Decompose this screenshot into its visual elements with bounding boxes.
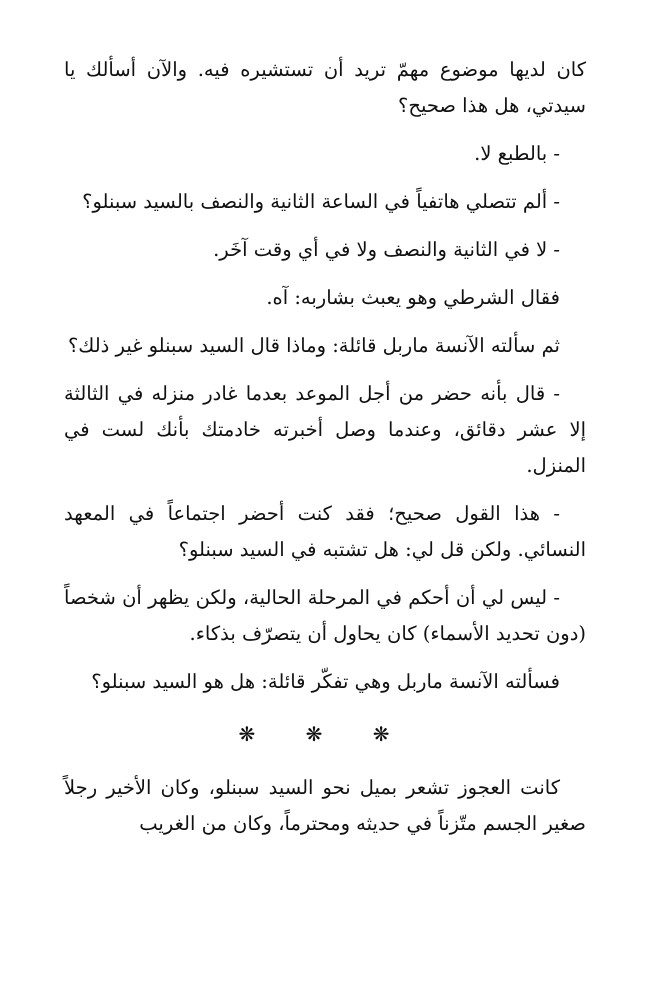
paragraph-4: - لا في الثانية والنصف ولا في أي وقت آخَر. [213, 238, 560, 261]
book-page [64, 52, 586, 854]
paragraph-5: فقال الشرطي وهو يعبث بشاربه: آه. [266, 286, 560, 309]
paragraph-6: ثم سألته الآنسة ماربل قائلة: وماذا قال السيد سبنلو غير ذلك؟ [67, 334, 560, 357]
paragraph-10: فسألته الآنسة ماربل وهي تفكّر قائلة: هل هو السيد سبنلو؟ [91, 670, 560, 693]
closing-paragraph: كانت العجوز تشعر بميل نحو السيد سبنلو، وكان الأخير رجلاً صغير الجسم متّزناً في حديثه ومحترماً، وكان من الغريب [64, 776, 586, 835]
paragraph-2: - بالطبع لا. [474, 142, 560, 165]
paragraph-7: - قال بأنه حضر من أجل الموعد بعدما غادر منزله في الثالثة إلا عشر دقائق، وعندما وصل أخبرته خادمتك بأنك لست في المنزل. [64, 382, 586, 477]
paragraph-9: - ليس لي أن أحكم في المرحلة الحالية، ولكن يظهر أن شخصاً (دون تحديد الأسماء) كان يحاول أن يتصرّف بذكاء. [64, 586, 586, 645]
paragraph-1: كان لديها موضوع مهمّ تريد أن تستشيره فيه. والآن أسألك يا سيدتي، هل هذا صحيح؟ [64, 58, 586, 117]
paragraph-3: - ألم تتصلي هاتفياً في الساعة الثانية والنصف بالسيد سبنلو؟ [82, 190, 560, 213]
paragraph-8: - هذا القول صحيح؛ فقد كنت أحضر اجتماعاً في المعهد النسائي. ولكن قل لي: هل تشتبه في السيد سبنلو؟ [64, 502, 586, 561]
asterism-glyphs: ❋ ❋ ❋ [238, 722, 412, 746]
section-separator [64, 716, 586, 752]
